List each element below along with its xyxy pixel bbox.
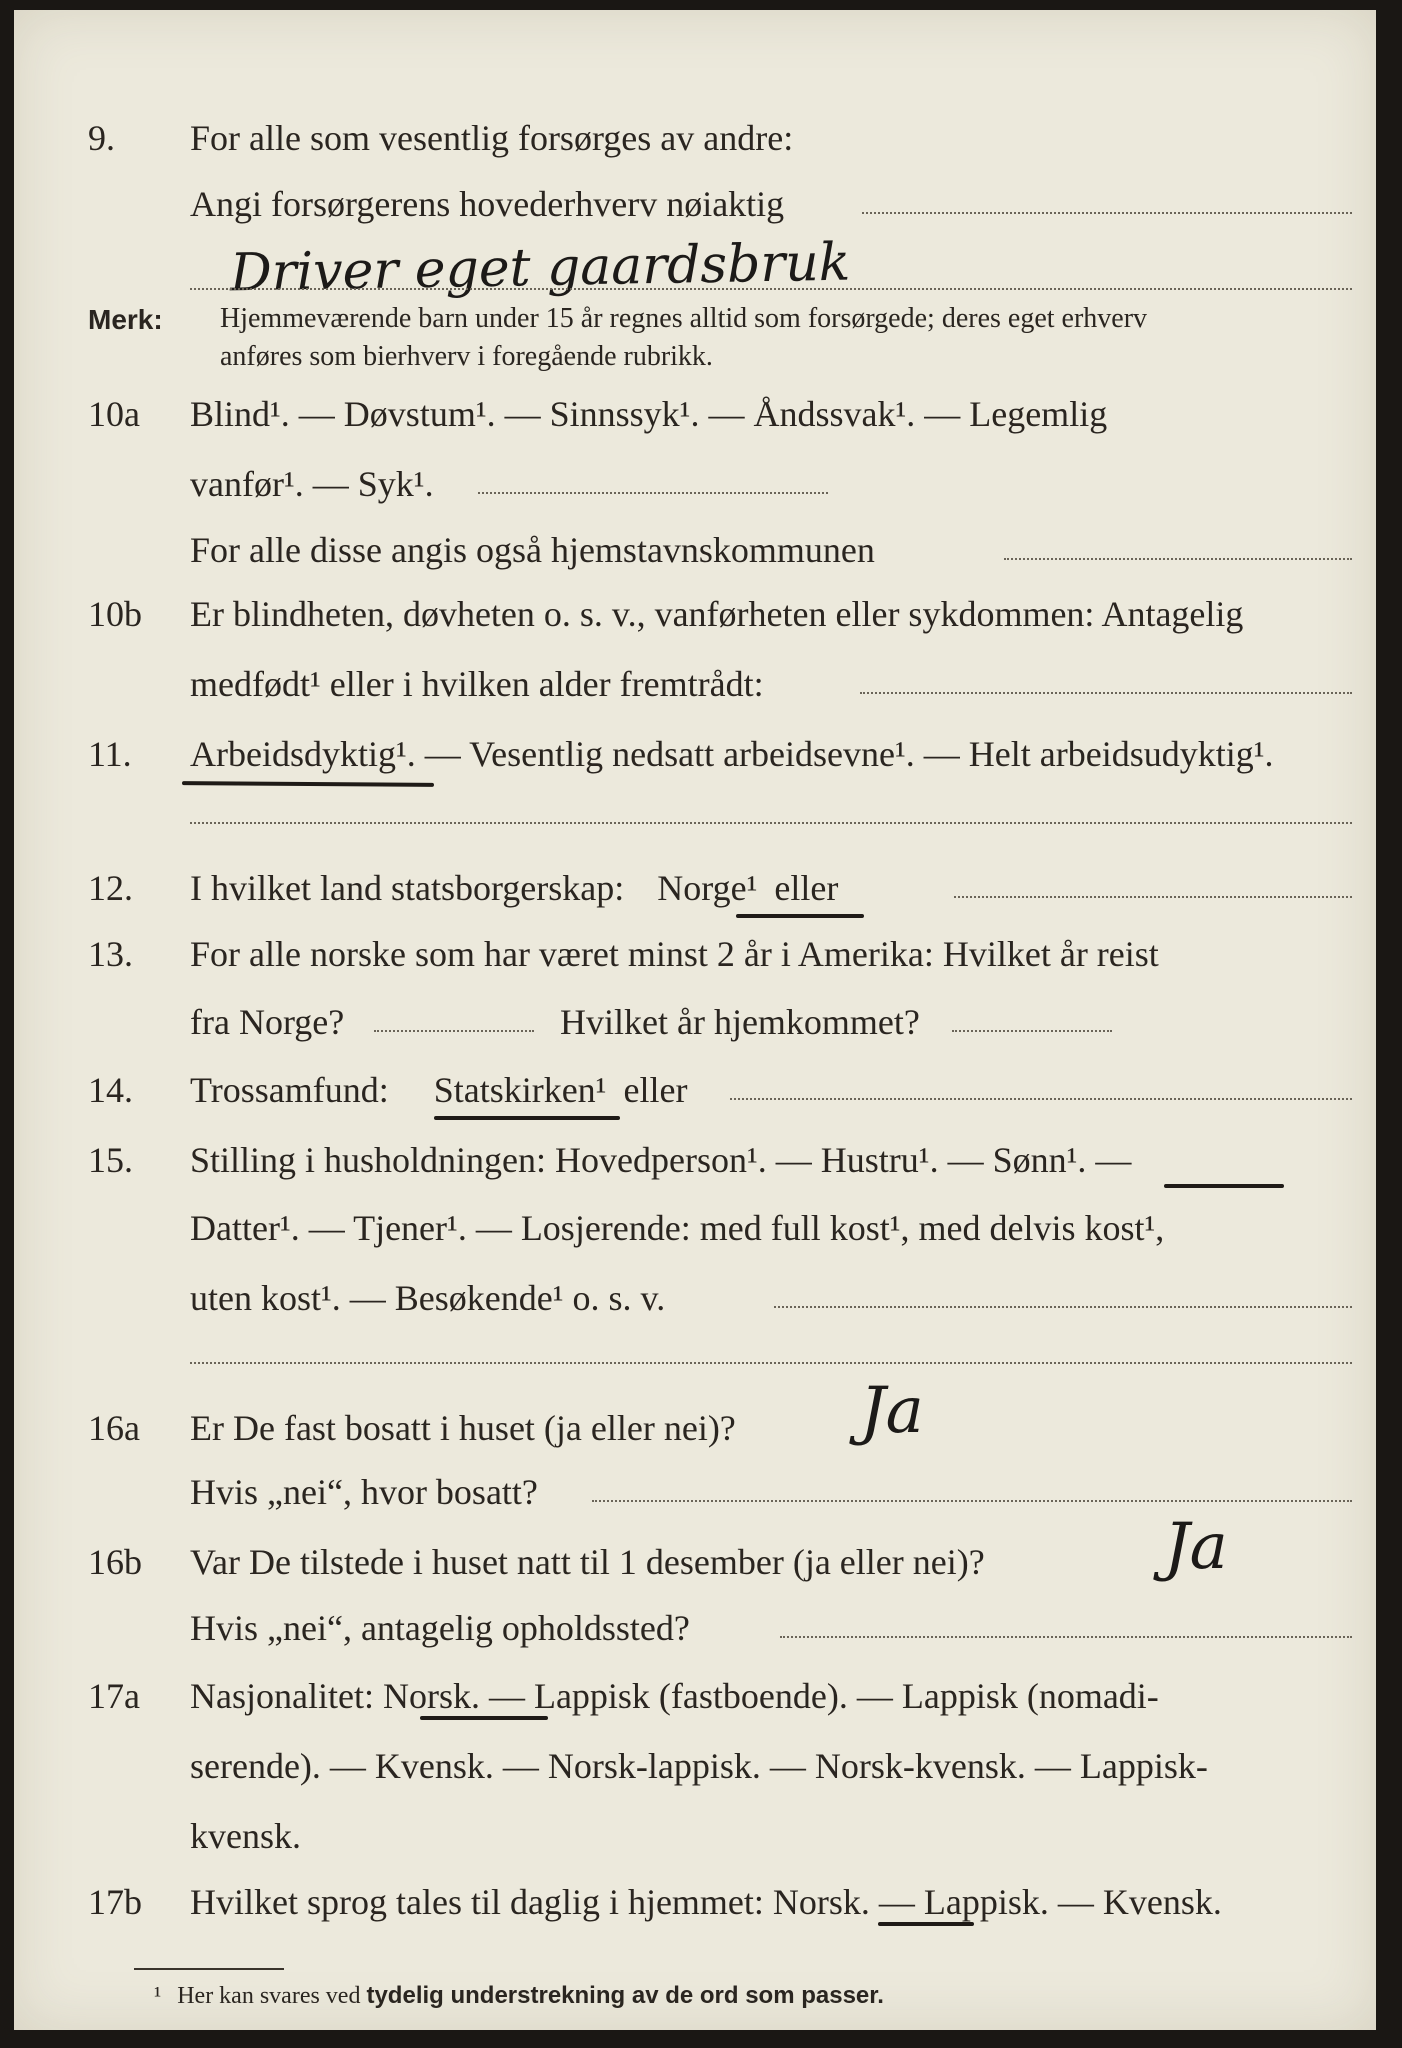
q17a-line1: Nasjonalitet: Norsk. — Lappisk (fastboende). — Lappisk (nomadi- [190, 1676, 1159, 1716]
q9-line1: For alle som vesentlig forsørges av andre: [190, 118, 794, 158]
footnote-text: Her kan svares ved [177, 1983, 361, 2009]
footnote-mark: ¹ [154, 1983, 162, 2009]
q14-option-statskirken: Statskirken¹ [433, 1070, 607, 1110]
q16b-dotted-line [780, 1636, 1352, 1638]
q16b-line1: Var De tilstede i huset natt til 1 desember (ja eller nei)? [190, 1542, 985, 1582]
footnote [154, 1982, 884, 2010]
q16a-handwritten-answer: Ja [860, 1374, 924, 1448]
q13-line2a: fra Norge? [190, 1002, 345, 1042]
q10b-dotted-line [860, 692, 1352, 694]
q10b-line2: medfødt¹ eller i hvilken alder fremtrådt: [190, 664, 764, 704]
q9-dotted-line [862, 212, 1352, 214]
q16b-number: 16b [88, 1542, 142, 1582]
q13-hjemkommet-line [952, 1030, 1112, 1032]
q14-eller: eller [623, 1070, 688, 1110]
q13-number: 13. [88, 934, 133, 974]
q14-dotted-line [730, 1098, 1352, 1100]
q17b-line1: Hvilket sprog tales til daglig i hjemmet: Norsk. — Lappisk. — Kvensk. [190, 1882, 1222, 1922]
q13-line1: For alle norske som har været minst 2 år i Amerika: Hvilket år reist [190, 934, 1159, 974]
q14-number: 14. [88, 1070, 133, 1110]
q12-option-norge: Norge¹ [657, 868, 758, 908]
q15-extra-line [190, 1362, 1352, 1364]
q10a-line2: vanfør¹. — Syk¹. [190, 464, 434, 504]
merk-line2: anføres som bierhverv i foregående rubrikk. [220, 341, 713, 372]
census-form-page [14, 10, 1376, 2030]
q9-line2: Angi forsørgerens hovederhverv nøiaktig [190, 184, 785, 224]
q11-line1: Arbeidsdyktig¹. — Vesentlig nedsatt arbeidsevne¹. — Helt arbeidsudyktig¹. [190, 734, 1274, 774]
merk-line1: Hjemmeværende barn under 15 år regnes alltid som forsørgede; deres eget erhverv [220, 303, 1148, 334]
q10a-line1: Blind¹. — Døvstum¹. — Sinnssyk¹. — Åndssvak¹. — Legemlig [190, 394, 1108, 434]
q14-row [190, 1068, 687, 1112]
q10a-number: 10a [88, 394, 140, 434]
q13-reist-line [374, 1030, 534, 1032]
q16b-line2: Hvis „nei“, antagelig opholdssted? [190, 1608, 690, 1648]
q17a-underline-norsk [420, 1716, 548, 1720]
footnote-rule [134, 1968, 284, 1970]
q11-number: 11. [88, 734, 132, 774]
q12-row [190, 866, 838, 910]
q16b-handwritten-answer: Ja [1164, 1510, 1228, 1584]
q17a-number: 17a [88, 1676, 140, 1716]
q15-number: 15. [88, 1140, 133, 1180]
q9-answer-line [190, 288, 1352, 290]
q15-underline-sonn [1164, 1184, 1284, 1188]
q10a-syk-line [478, 492, 828, 494]
q17b-underline-norsk [878, 1922, 974, 1926]
q12-number: 12. [88, 868, 133, 908]
merk-label: Merk: [88, 304, 163, 335]
q17a-line2: serende). — Kvensk. — Norsk-lappisk. — Norsk-kvensk. — Lappisk- [190, 1746, 1208, 1786]
q14-question: Trossamfund: [190, 1070, 389, 1110]
q17a-line3: kvensk. [190, 1816, 301, 1856]
q10a-kommune-line [1004, 558, 1352, 560]
q17b-number: 17b [88, 1882, 142, 1922]
q9-number: 9. [88, 118, 115, 158]
q14-underline-statskirken [434, 1116, 620, 1120]
q12-question: I hvilket land statsborgerskap: [190, 868, 625, 908]
q11-underline-arbeidsdyktig [182, 781, 434, 787]
q15-line1: Stilling i husholdningen: Hovedperson¹. — Hustru¹. — Sønn¹. — [190, 1140, 1132, 1180]
q16a-number: 16a [88, 1408, 140, 1448]
q15-dotted-line [774, 1306, 1352, 1308]
q12-eller: eller [774, 868, 839, 908]
q16a-line2: Hvis „nei“, hvor bosatt? [190, 1472, 538, 1512]
q9-handwritten-answer: Driver eget gaardsbruk [229, 232, 851, 304]
q16a-dotted-line [592, 1500, 1352, 1502]
q12-underline-norge [736, 914, 864, 918]
q15-line3: uten kost¹. — Besøkende¹ o. s. v. [190, 1278, 666, 1318]
q11-dotted-line [190, 822, 1352, 824]
q13-line2b: Hvilket år hjemkommet? [560, 1002, 920, 1042]
q10a-line3: For alle disse angis også hjemstavnskommunen [190, 530, 875, 570]
q12-dotted-line [954, 896, 1352, 898]
q10b-line1: Er blindheten, døvheten o. s. v., vanførheten eller sykdommen: Antagelig [190, 594, 1244, 634]
q10b-number: 10b [88, 594, 142, 634]
q15-line2: Datter¹. — Tjener¹. — Losjerende: med full kost¹, med delvis kost¹, [190, 1208, 1165, 1248]
footnote-bold-text: tydelig understrekning av de ord som passer. [366, 1982, 884, 2009]
q16a-line1: Er De fast bosatt i huset (ja eller nei)? [190, 1408, 736, 1448]
